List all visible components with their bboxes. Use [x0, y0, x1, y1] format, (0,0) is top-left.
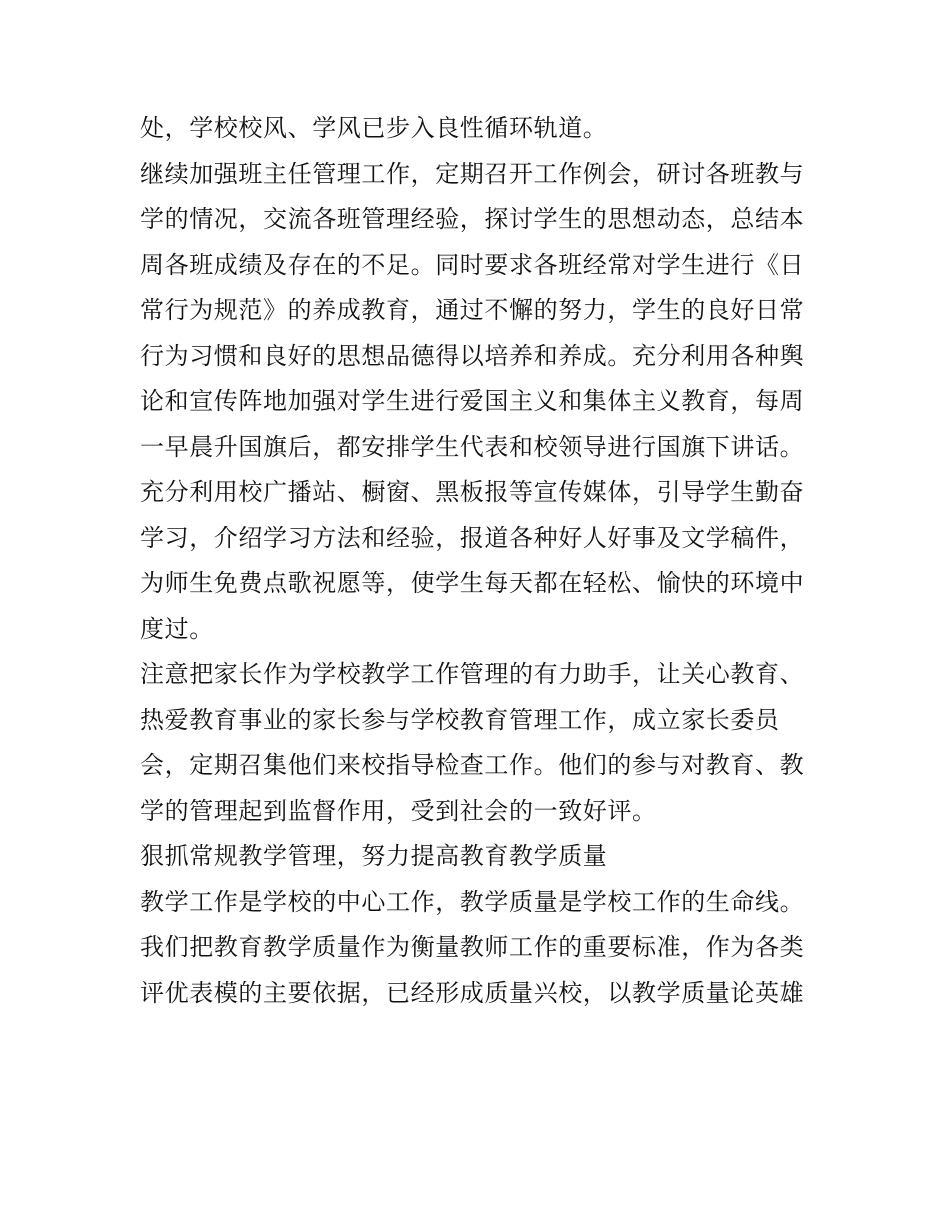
text-line: 学的管理起到监督作用，受到社会的一致好评。 [140, 796, 657, 825]
text-line: 教学工作是学校的中心工作，教学质量是学校工作的生命线。 [140, 887, 805, 916]
text-line: 一早晨升国旗后，都安排学生代表和校领导进行国旗下讲话。 [140, 432, 805, 461]
text-line: 学习，介绍学习方法和经验，报道各种好人好事及文学稿件， [140, 523, 805, 552]
text-line: 为师生免费点歌祝愿等，使学生每天都在轻松、愉快的环境中 [140, 569, 805, 597]
body-text [140, 106, 820, 1016]
text-line: 我们把教育教学质量作为衡量教师工作的重要标准，作为各类 [140, 933, 805, 961]
text-line: 继续加强班主任管理工作，定期召开工作例会，研讨各班教与 [140, 159, 805, 188]
text-line: 处，学校校风、学风已步入良性循环轨道。 [140, 114, 608, 142]
text-line: 充分利用校广播站、橱窗、黑板报等宣传媒体，引导学生勤奋 [140, 478, 805, 506]
text-line: 行为习惯和良好的思想品德得以培养和养成。充分利用各种舆 [140, 341, 805, 370]
text-line: 热爱教育事业的家长参与学校教育管理工作，成立家长委员 [140, 705, 780, 734]
text-line: 注意把家长作为学校教学工作管理的有力助手，让关心教育、 [140, 660, 805, 688]
text-line: 会，定期召集他们来校指导检查工作。他们的参与对教育、教 [140, 751, 805, 779]
section-heading: 狠抓常规教学管理，努力提高教育教学质量 [140, 842, 608, 870]
text-line: 评优表模的主要依据，已经形成质量兴校，以教学质量论英雄 [140, 978, 805, 1007]
text-line: 论和宣传阵地加强对学生进行爱国主义和集体主义教育，每周 [140, 387, 805, 415]
text-line: 度过。 [140, 614, 214, 643]
text-line: 常行为规范》的养成教育，通过不懈的努力，学生的良好日常 [140, 296, 805, 324]
text-line: 学的情况，交流各班管理经验，探讨学生的思想动态，总结本 [140, 205, 805, 233]
text-line: 周各班成绩及存在的不足。同时要求各班经常对学生进行《日 [140, 250, 805, 279]
